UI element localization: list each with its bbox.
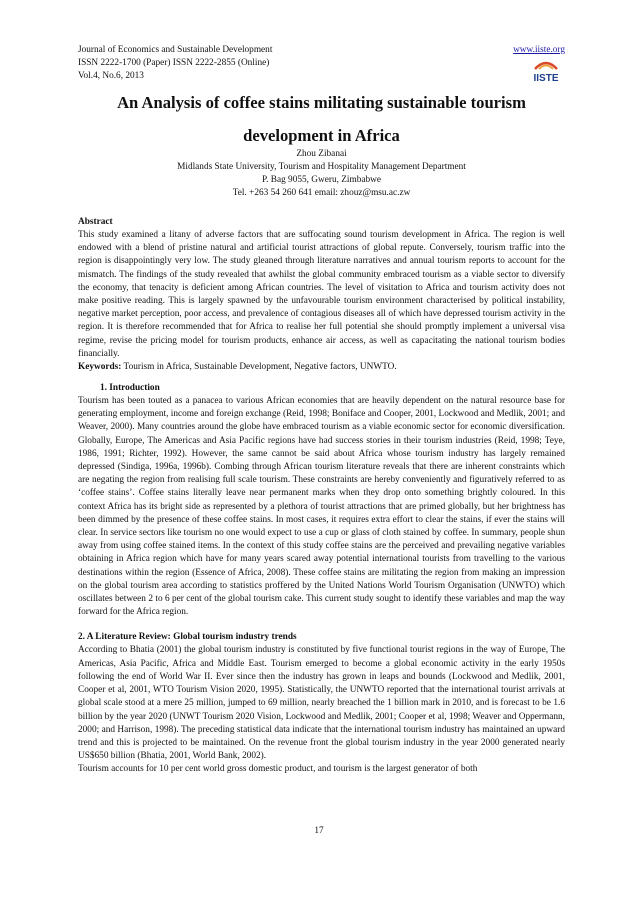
literature-review-text-continued: Tourism accounts for 10 per cent world gross domestic product, and tourism is the largest generator of both — [78, 764, 478, 775]
paper-page — [78, 44, 565, 777]
author-contact: Tel. +263 54 260 641 email: zhouz@msu.ac.zw — [232, 188, 411, 198]
section-heading-literature-review: 2. A Literature Review: Global tourism industry trends — [78, 632, 297, 643]
introduction-text: Tourism has been touted as a panacea to various African economies that are heavily dependent on the natural resource base for generating employment, income and foreign exchange (Reid, 1998; Boniface and Cooper, 2001, Lockwood and Medlik, 2001; and Weaver, 2000). Many countries around the globe have embraced tourism as a viable economic sector for economic diversification. Globally, Europe, The Americas and Asia Pacific regions have had success stories in their tourism industries (Reid, 1998; Teye, 1986, 1991; Richter, 1992). However, the same cannot be said about Africa whose tourism industry has largely remained depressed (Sindiga, 1996a, 1996b). Combing through African tourism literature reveals that there are inherent constraints which are negating the region from realising full scale tourism. These constraints are hereby conveniently and figuratively referred to as ‘coffee stains’. Coffee stains literally leave near permanent marks when they drop onto something brightly coloured. In this context Africa has its bright side as represented by a plethora of tourist attractions that are primed globally, but her brightness has been dimmed by the presence of these coffee stains. In most cases, it requires extra effort to clear the stains, if ever the stains will clear. In service sectors like tourism no one would expect to use a cup or glass of cloth stained by coffee. In summary, people shun away from using coffee stained items. In the context of this study coffee stains are the perceived and prevailing negative variables obtaining in Africa region which have for many years scared away potential international tourists from travelling to the various destinations within the region (Essence of Africa, 2008). These coffee stains are militating the region from making an impression on the global tourism area according to statistics proffered by the United Nations World Tourism Organisation (UNWTO) which oscillates between 2 to 6 per cent of the global tourism cake. This current study sought to identify these variables and map the way forward for the Africa region. — [78, 396, 565, 618]
page-number: 17 — [314, 826, 324, 836]
author-block — [78, 148, 565, 200]
author-name: Zhou Zibanai — [296, 149, 347, 159]
paper-title-line1: An Analysis of coffee stains militating sustainable tourism — [117, 93, 526, 112]
author-affiliation: Midlands State University, Tourism and Hospitality Management Department — [177, 162, 466, 172]
journal-volume: Vol.4, No.6, 2013 — [78, 71, 144, 81]
journal-info — [78, 44, 378, 83]
keywords-label: Keywords: — [78, 362, 122, 373]
journal-name: Journal of Economics and Sustainable Development — [78, 45, 273, 55]
keywords-line — [78, 361, 565, 374]
author-address: P. Bag 9055, Gweru, Zimbabwe — [261, 175, 382, 185]
journal-url-link[interactable]: www.iiste.org — [513, 45, 565, 55]
keywords-text: Tourism in Africa, Sustainable Development, Negative factors, UNWTO. — [121, 362, 397, 373]
section-heading-introduction: 1. Introduction — [100, 383, 160, 394]
abstract-heading: Abstract — [78, 217, 113, 227]
journal-header — [78, 44, 565, 88]
journal-issn: ISSN 2222-1700 (Paper) ISSN 2222-2855 (Online) — [78, 58, 270, 68]
literature-review-text: According to Bhatia (2001) the global tourism industry is constituted by five functional tourist regions in the way of Europe, The Americas, Asia Pacific, Africa and Middle East. Tourism emerged to become a global economic activity in the early 1950s following the end of World War II. Ever since then the industry has grown in leaps and bounds (Lockwood and Medlik, 2001, Cooper et al, 2001, WTO Tourism Vision 2020, 1995). Statistically, the UNWTO reported that the international tourist arrivals at global scale stood at a mere 25 million, jumped to 69 million, nearly breached the 1 billion mark in 2010, and is forecast to be 1.6 billion by the year 2020 (UNWT Tourism 2020 Vision, Lockwood and Medlik, 2001; Cooper et al, 1998; Weaver and Oppermann, 2000; and Harrison, 1998). The preceding statistical data indicate that the international tourism industry has maintained an upward trend and this is projected to be maintained. On the revenue front the global tourism industry in the year 2000 generated nearly US$650 billion (Bhatia, 2001, World Bank, 2002). — [78, 645, 565, 762]
abstract-text: This study examined a litany of adverse factors that are suffocating sound tourism development in Africa. The region is well endowed with a blend of pristine natural and artificial tourist attractions of global repute. Conversely, tourism traffic into the region is disappointingly very low. The study gleaned through literature narratives and annual tourism reports to account for the mismatch. The findings of the study revealed that awhilst the global community embraced tourism as a viable sector to diversify the economy, that tenacity is deficient among African countries. The level of visitation to Africa and tourism activity does not make positive reading. This is largely spawned by the unfavourable tourism environment characterised by political instability, negative market perception, poor access, and prevalence of contagious diseases all of which have depressed tourism activity in the region. It is therefore recommended that for Africa to realise her full potential she should promptly implement a universal visa regime, revise the pricing model for tourism products, enhance air access, as well as capacitating the national tourism bodies financially. — [78, 230, 565, 359]
iiste-logo-icon — [529, 59, 563, 85]
paper-title — [78, 93, 565, 145]
paper-title-line2: development in Africa — [243, 126, 400, 145]
logo-text: IISTE — [533, 73, 559, 84]
